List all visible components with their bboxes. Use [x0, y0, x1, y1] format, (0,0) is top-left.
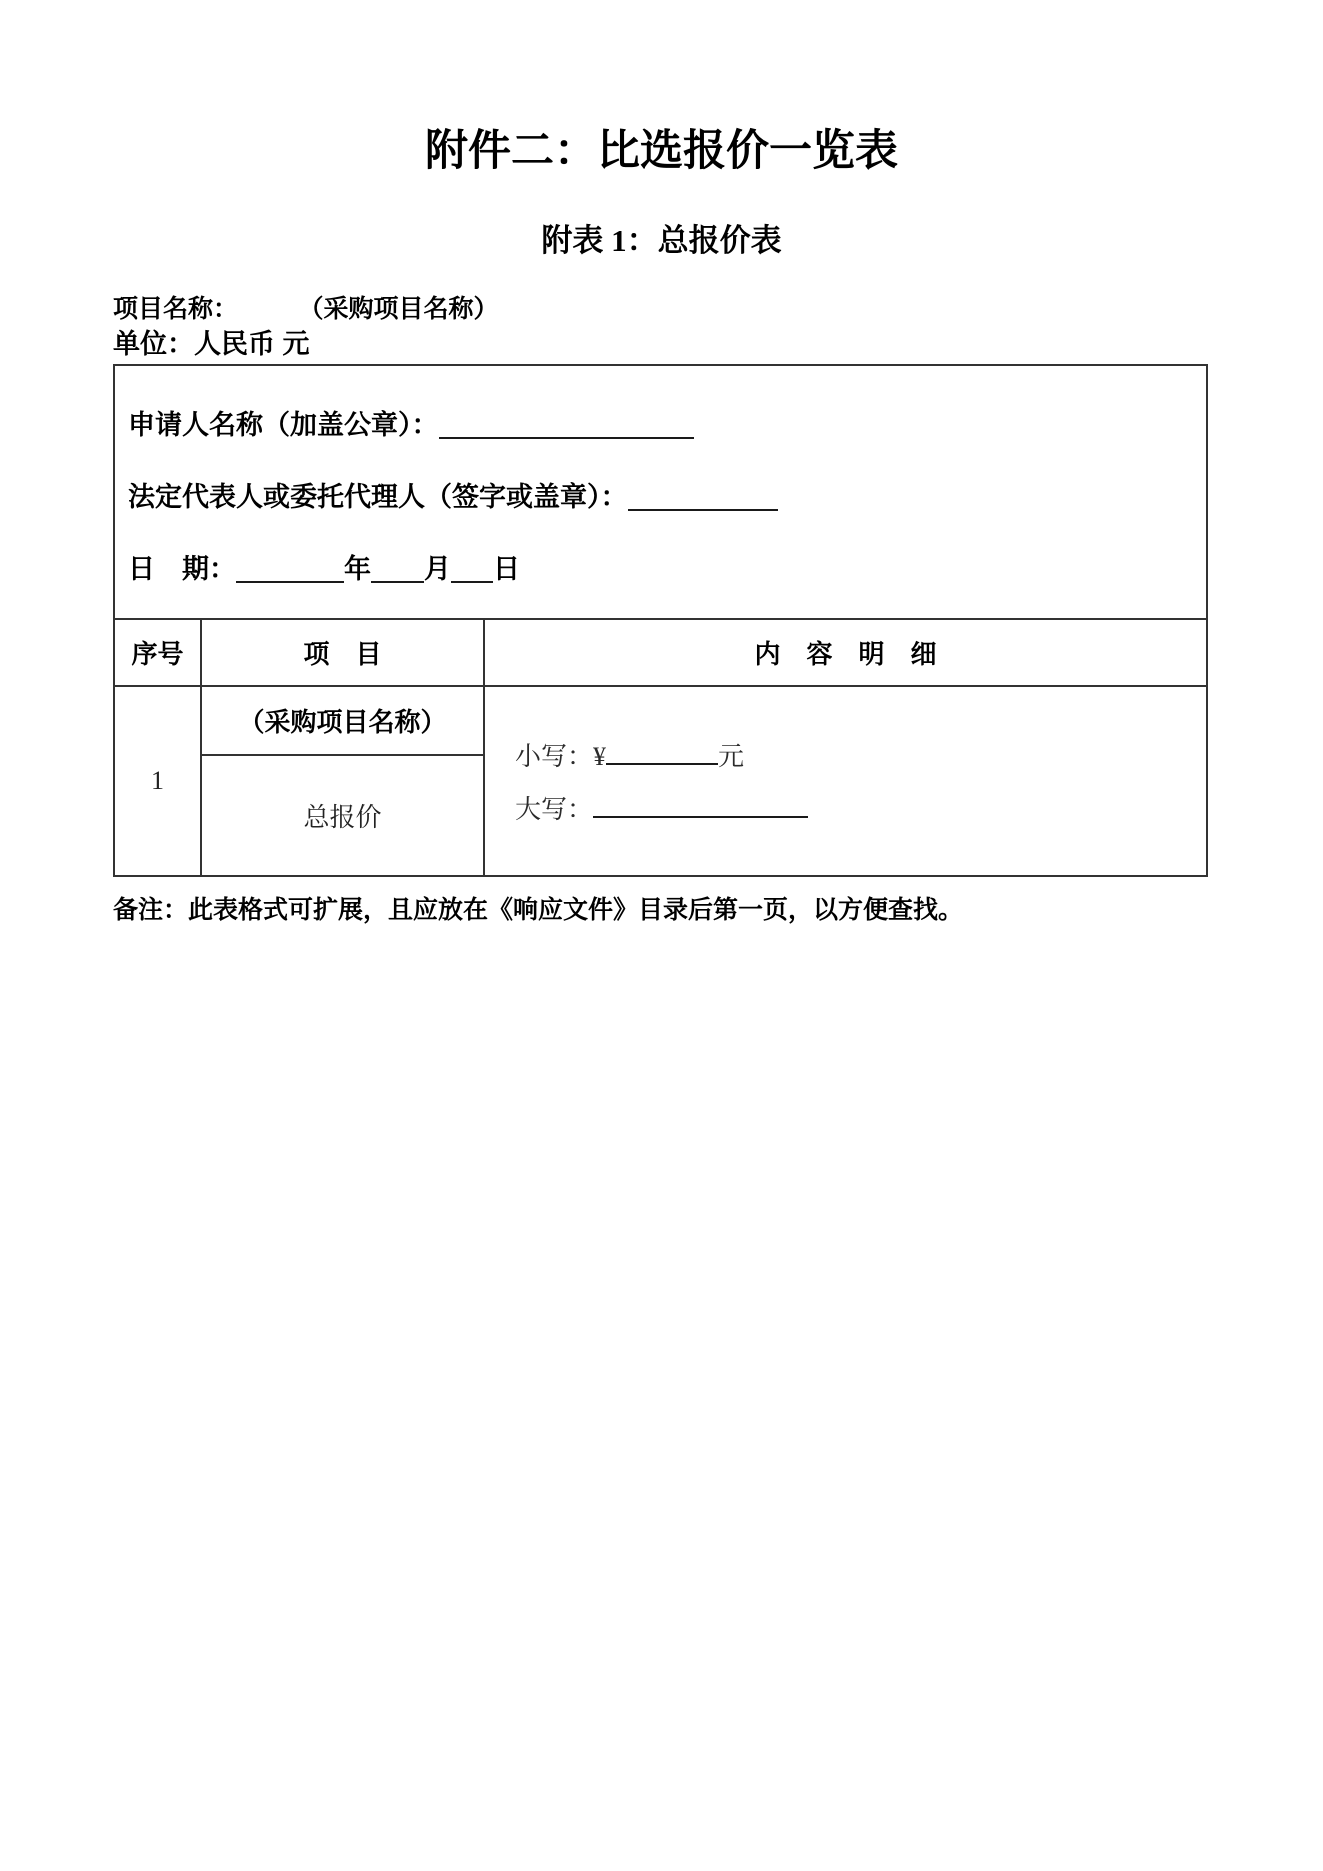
project-name-label: 项目名称： — [113, 295, 239, 323]
amount-unit-label: 元 — [718, 742, 745, 771]
project-name-value: （采购项目名称） — [311, 295, 499, 323]
date-line — [128, 530, 1206, 602]
unit-label: 单位：人民币 元 — [113, 329, 310, 359]
quotation-form-box — [113, 364, 1208, 877]
project-name-line — [113, 292, 499, 326]
applicant-name-line — [128, 386, 1206, 458]
year-label: 年 — [344, 553, 371, 584]
legal-rep-blank — [628, 482, 778, 511]
legal-rep-label: 法定代表人或委托代理人（签字或盖章）： — [128, 481, 628, 512]
quotation-table — [115, 620, 1206, 875]
row-index-cell: 1 — [115, 687, 202, 875]
header-cell-detail: 内 容 明 细 — [485, 620, 1206, 687]
page-subtitle: 附表 1：总报价表 — [541, 223, 782, 258]
applicant-section — [115, 366, 1206, 620]
detail-cell — [485, 687, 1206, 875]
date-year-blank — [236, 554, 344, 583]
header-cell-item: 项 目 — [202, 620, 485, 687]
item-type-cell: 总报价 — [303, 803, 382, 832]
item-cell — [202, 687, 485, 875]
legal-rep-line — [128, 458, 1206, 530]
applicant-name-label: 申请人名称（加盖公章）： — [128, 409, 439, 440]
amount-lowercase-label: 小写： — [515, 742, 594, 771]
amount-lowercase-blank — [606, 737, 718, 765]
currency-symbol: ¥ — [593, 742, 607, 771]
amount-uppercase-line — [515, 789, 1206, 826]
amount-uppercase-blank — [593, 790, 808, 818]
date-month-blank — [371, 554, 424, 583]
amount-uppercase-label: 大写： — [515, 795, 594, 824]
amount-lowercase-line — [515, 736, 1206, 773]
item-name-cell: （采购项目名称） — [202, 687, 483, 756]
page-title: 附件二：比选报价一览表 — [425, 128, 898, 175]
month-label: 月 — [424, 553, 451, 584]
date-day-blank — [451, 554, 493, 583]
date-label: 日 期： — [128, 553, 236, 584]
note-text: 备注：此表格式可扩展，且应放在《响应文件》目录后第一页，以方便查找。 — [113, 896, 964, 924]
applicant-name-blank — [439, 410, 694, 439]
header-cell-no: 序号 — [115, 620, 202, 687]
day-label: 日 — [493, 553, 520, 584]
